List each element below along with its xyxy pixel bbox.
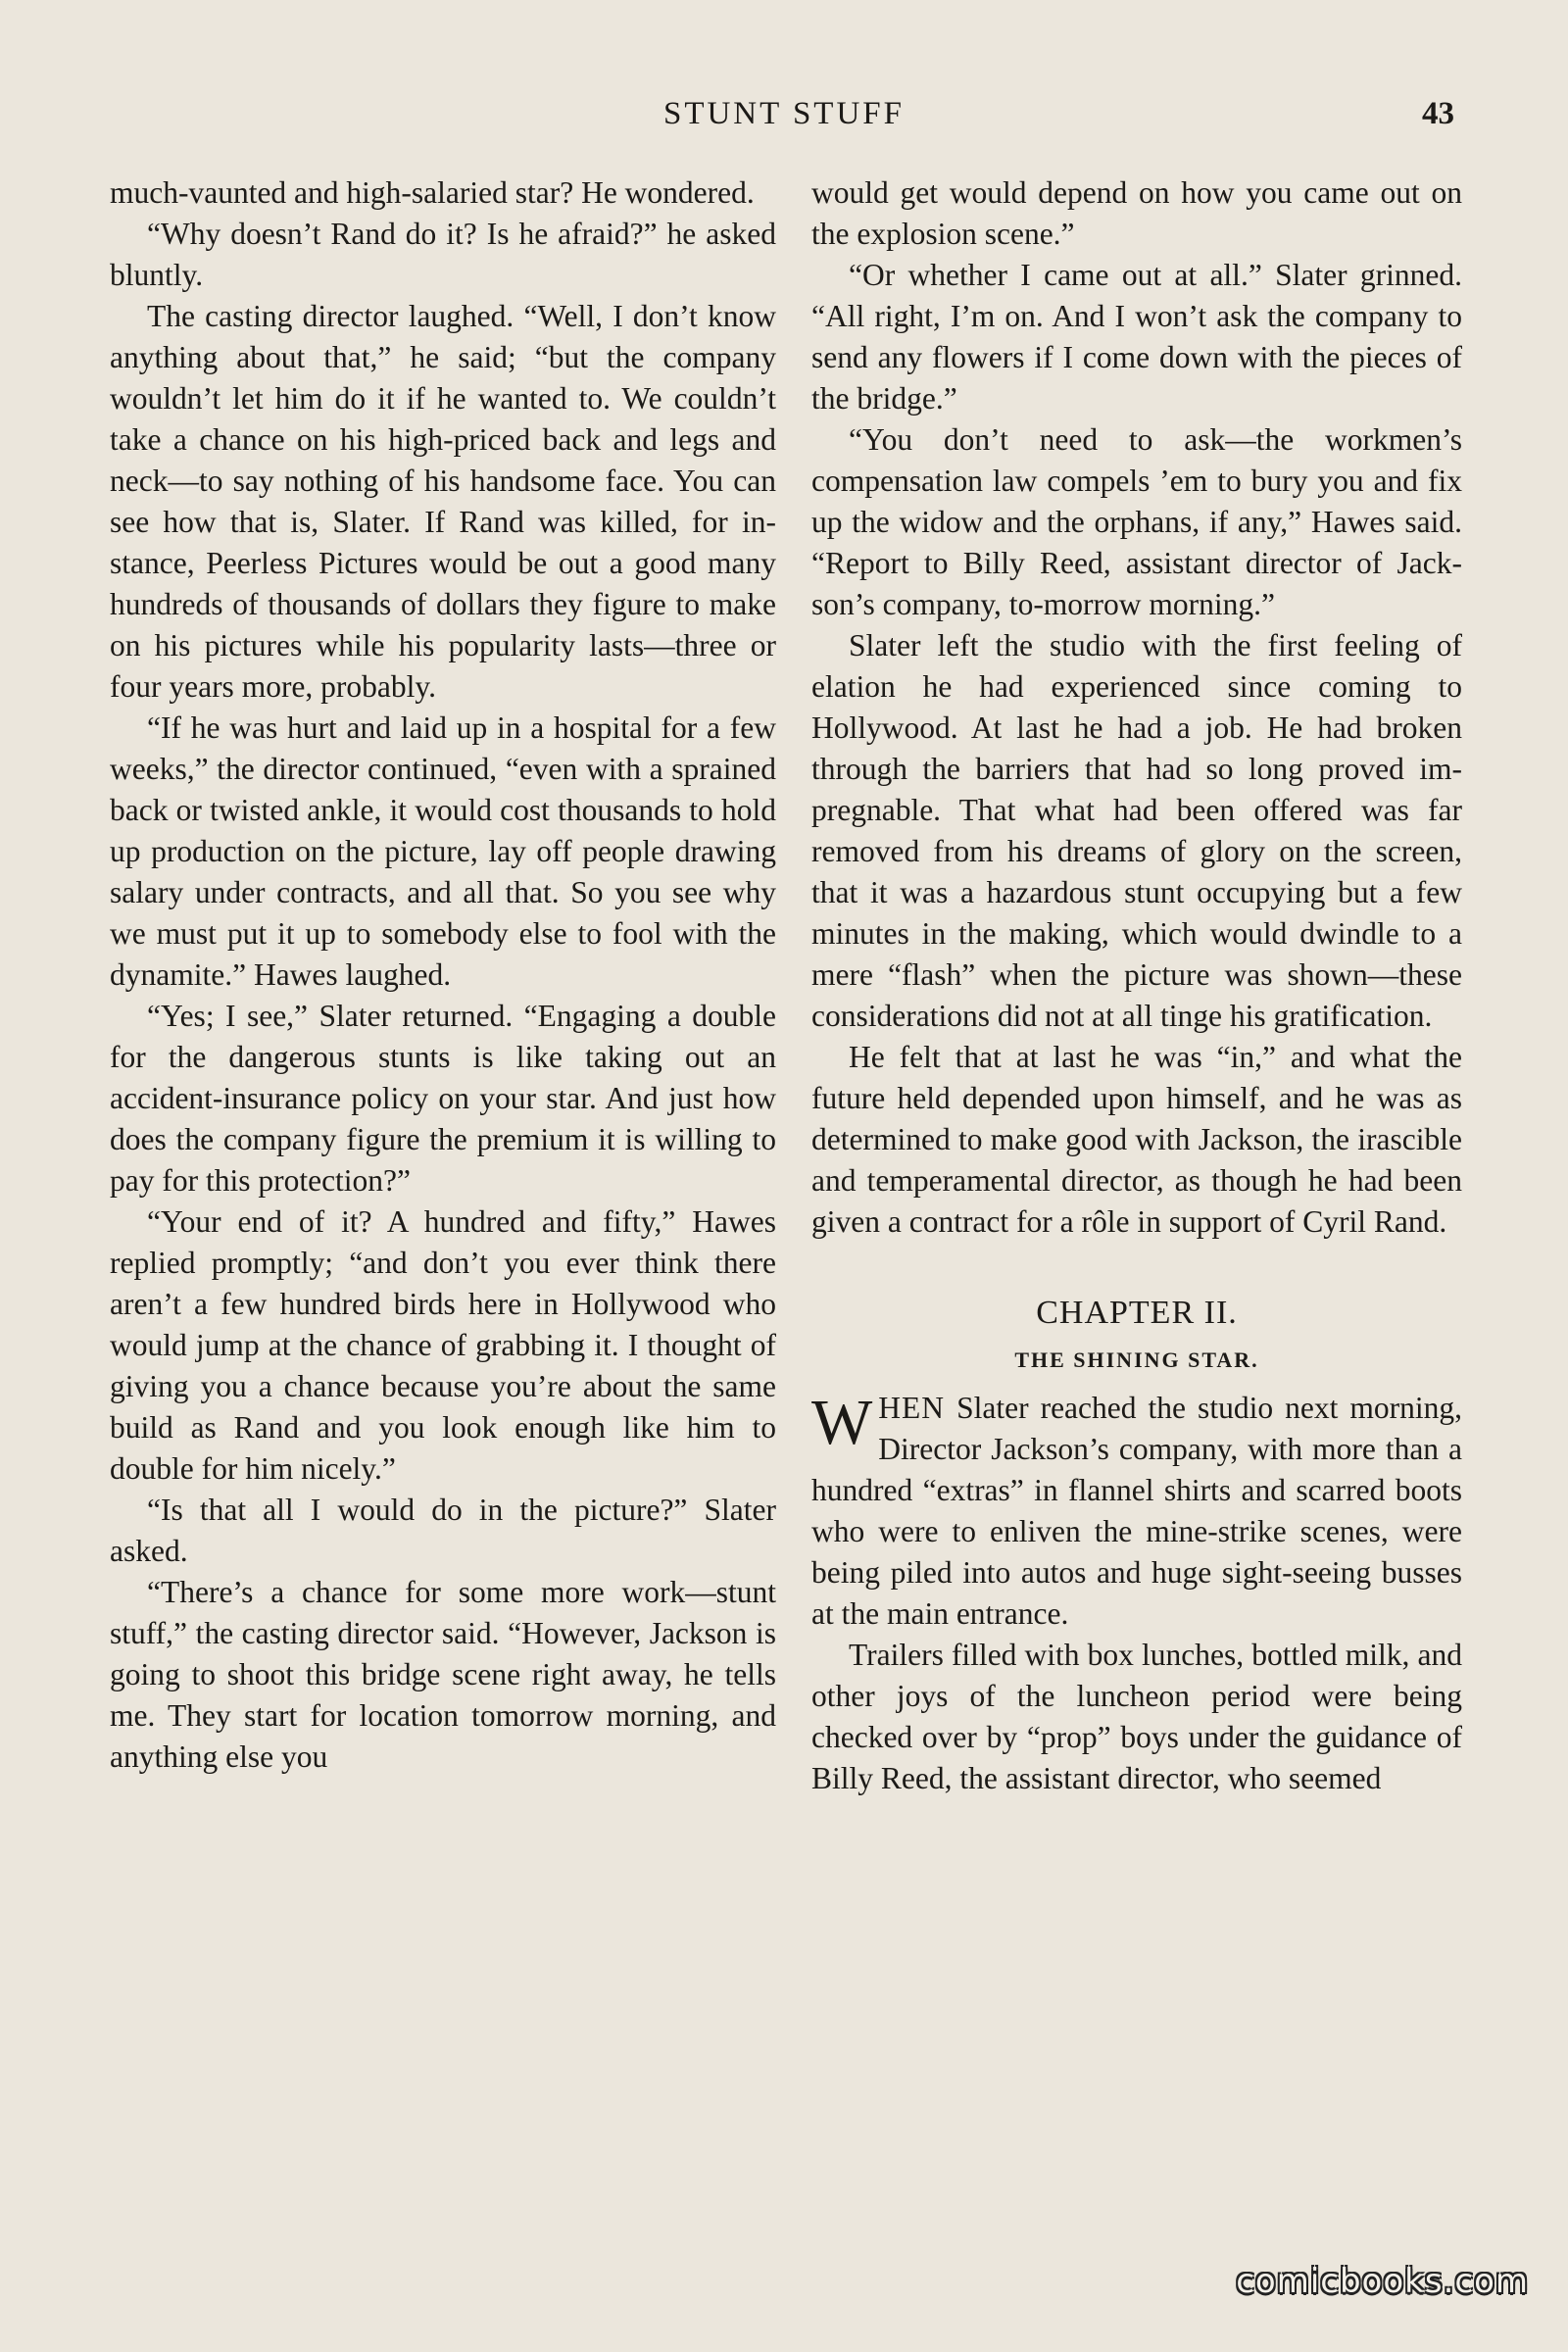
right-column bbox=[811, 172, 1462, 1799]
watermark-logo: comicbooks.com bbox=[1236, 2262, 1529, 2301]
chapter-heading bbox=[811, 1286, 1462, 1380]
chapter-title: CHAPTER II. bbox=[1036, 1295, 1238, 1331]
paragraph: The casting director laughed. “Well, I don’t know anything about that,” he said; “but the company wouldn’t let him do it if he wanted to. We couldn’t take a chance on his high-priced back and legs and neck—to say nothing of his handsome face. You can see how that is, Slater. If Rand was killed, for instance, Peerless Pictures would be out a good many hundreds of thousands of dollars they figure to make on his pictures while his popularity lasts—three or four years more, probably. bbox=[110, 299, 776, 704]
opening-paragraph-text: Slater reached the studio next morning, Director Jackson’s company, with more than a hundred “extras” in flannel shirts and scarred boots who were to enliven the mine-strike scenes, were being piled into autos and huge sight-seeing busses at the main entrance. bbox=[811, 1391, 1462, 1631]
paragraph: Slater left the studio with the first feeling of elation he had experienced since coming to Hollywood. At last he had a job. He had broken through the barriers that had so long proved impregnable. That what had been offered was far removed from his dreams of glory on the screen, that it was a hazardous stunt occupying but a few minutes in the making, which would dwindle to a mere “flash” when the picture was shown—these considerations did not at all tinge his gratification. bbox=[811, 628, 1462, 1033]
drop-cap: W bbox=[811, 1387, 873, 1458]
paragraph: much-vaunted and high-salaried star? He wondered. bbox=[110, 175, 755, 210]
chapter-subtitle: THE SHINING STAR. bbox=[1014, 1348, 1259, 1372]
paragraph: would get would depend on how you came out on the explosion scene.” bbox=[811, 175, 1462, 251]
running-header bbox=[0, 96, 1568, 145]
paragraph: “Why doesn’t Rand do it? Is he afraid?” he asked bluntly. bbox=[110, 217, 776, 292]
paragraph: “Is that all I would do in the picture?” Slater asked. bbox=[110, 1493, 776, 1568]
paragraph: Trailers filled with box lunches, bottled milk, and other joys of the luncheon period were being checked over by “prop” boys under the guidance of Billy Reed, the assistant director, who seemed bbox=[811, 1638, 1462, 1795]
paragraph: “Yes; I see,” Slater returned. “Engaging a double for the dangerous stunts is like taking out an accident-insurance policy on your star. And just how does the company figure the premium it is willing to pay for this protection?” bbox=[110, 999, 776, 1198]
paragraph: “Your end of it? A hundred and fifty,” Hawes replied promptly; “and don’t you ever think there aren’t a few hundred birds here in Hollywood who would jump at the chance of grabbing it. I thought of giving you a chance because you’re about the same build as Rand and you look enough like him to double for him nicely.” bbox=[110, 1204, 776, 1486]
chapter-opening-paragraph bbox=[811, 1388, 1462, 1635]
opening-word-rest: HEN bbox=[878, 1391, 946, 1425]
page-number: 43 bbox=[1422, 96, 1454, 131]
left-column bbox=[110, 172, 776, 1778]
paragraph: He felt that at last he was “in,” and what the future held depended upon himself, and he was as determined to make good with Jackson, the irascible and temperamental director, as though he had been given a contract for a rôle in support of Cyril Rand. bbox=[811, 1040, 1462, 1239]
paragraph: “If he was hurt and laid up in a hospital for a few weeks,” the director continued, “even with a sprained back or twisted ankle, it would cost thousands to hold up production on the picture, lay off people drawing salary under contracts, and all that. So you see why we must put it up to somebody else to fool with the dynamite.” Hawes laughed. bbox=[110, 710, 776, 992]
running-title: STUNT STUFF bbox=[662, 96, 906, 131]
paragraph: “Or whether I came out at all.” Slater grinned. “All right, I’m on. And I won’t ask the company to send any flowers if I come down with the pieces of the bridge.” bbox=[811, 258, 1462, 416]
paragraph: “You don’t need to ask—the workmen’s compensation law compels ’em to bury you and fix up the widow and the orphans, if any,” Hawes said. “Report to Billy Reed, assistant director of Jackson’s company, to-morrow morning.” bbox=[811, 422, 1462, 621]
paragraph: “There’s a chance for some more work—stunt stuff,” the casting director said. “However, Jackson is going to shoot this bridge scene right away, he tells me. They start for location tomorrow morning, and anything else you bbox=[110, 1575, 776, 1774]
